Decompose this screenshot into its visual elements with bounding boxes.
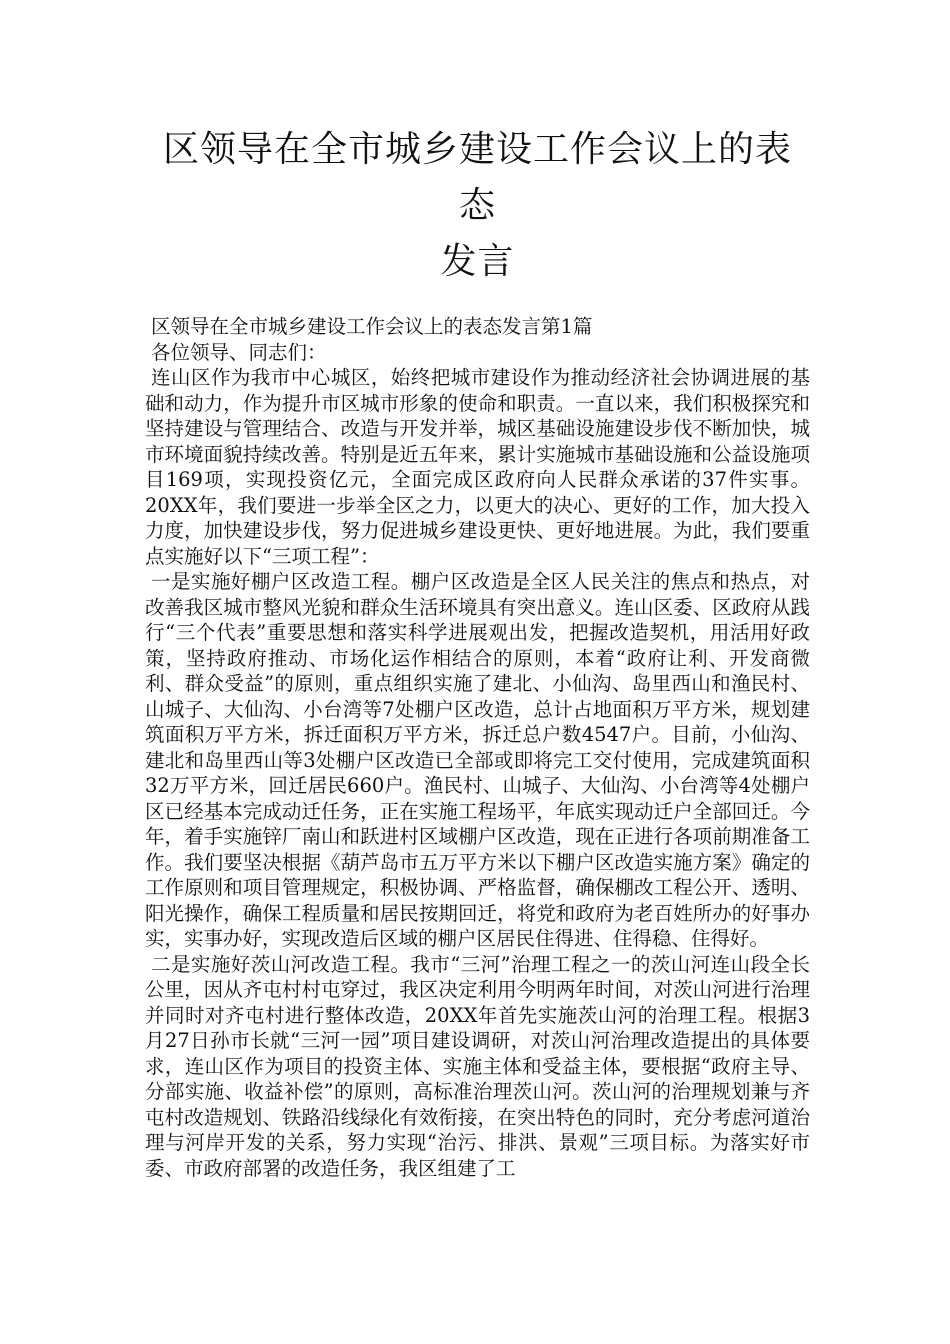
- document-subtitle: 区领导在全市城乡建设工作会议上的表态发言第1篇: [151, 315, 593, 338]
- paragraph-intro: 连山区作为我市中心城区，始终把城市建设作为推动经济社会协调进展的基础和动力，作为提升市区城市形象的使命和职责。一直以来，我们积极探究和坚持建设与管理结合、改造与开发并举，城区基础设施建设步伐不断加快，城市环境面貌持续改善。特别是近五年来，累计实施城市基础设施和公益设施项目169项，实现投资亿元，全面完成区政府向人民群众承诺的37件实事。20XX年，我们要进一步举全区之力，以更大的决心、更好的工作，加大投入力度，加快建设步伐，努力促进城乡建设更快、更好地进展。为此，我们要重点实施好以下“三项工程”：: [145, 366, 810, 568]
- salutation: 各位领导、同志们：: [151, 340, 327, 364]
- document-page: [145, 122, 810, 1181]
- paragraph-shantytown: 一是实施好棚户区改造工程。棚户区改造是全区人民关注的焦点和热点，对改善我区城市整风光貌和群众生活环境具有突出意义。连山区委、区政府从践行“三个代表”重要思想和落实科学进展观出发，把握改造契机，用活用好政策，坚持政府推动、市场化运作相结合的原则，本着“政府让利、开发商微利、群众受益”的原则，重点组织实施了建北、小仙沟、岛里西山和渔民村、山城子、大仙沟、小台湾等7处棚户区改造，总计占地面积万平方米，规划建筑面积万平方米，拆迁面积万平方米，拆迁总户数4547户。目前，小仙沟、建北和岛里西山等3处棚户区改造已全部或即将完工交付使用，完成建筑面积32万平方米，回迁居民660户。渔民村、山城子、大仙沟、小台湾等4处棚户区已经基本完成动迁任务，正在实施工程场平，年底实现动迁户全部回迁。今年，着手实施锌厂南山和跃进村区域棚户区改造，现在正进行各项前期准备工作。我们要坚决根据《葫芦岛市五万平方米以下棚户区改造实施方案》确定的工作原则和项目管理规定，积极协调、严格监督，确保棚改工程公开、透明、阳光操作，确保工程质量和居民按期回迁，将党和政府为老百姓所办的好事办实，实事办好，实现改造后区域的棚户区居民住得进、住得稳、住得好。: [145, 570, 810, 950]
- paragraph-cishan-river: 二是实施好茨山河改造工程。我市“三河”治理工程之一的茨山河连山段全长公里，因从齐屯村村屯穿过，我区决定利用今明两年时间，对茨山河进行治理并同时对齐屯村进行整体改造，20XX年首先实施茨山河的治理工程。根据3月27日孙市长就“三河一园”项目建设调研，对茨山河治理改造提出的具体要求，连山区作为项目的投资主体、实施主体和受益主体，要根据“政府主导、分部实施、收益补偿”的原则，高标准治理茨山河。茨山河的治理规划兼与齐屯村改造规划、铁路沿线绿化有效衔接，在突出特色的同时，充分考虑河道治理与河岸开发的关系，努力实现“治污、排洪、景观”三项目标。为落实好市委、市政府部署的改造任务，我区组建了工: [145, 952, 810, 1180]
- document-title: [145, 122, 810, 290]
- title-line-2: 发言: [440, 241, 515, 282]
- document-body: [145, 314, 810, 1181]
- title-line-1: 区领导在全市城乡建设工作会议上的表态: [162, 129, 792, 226]
